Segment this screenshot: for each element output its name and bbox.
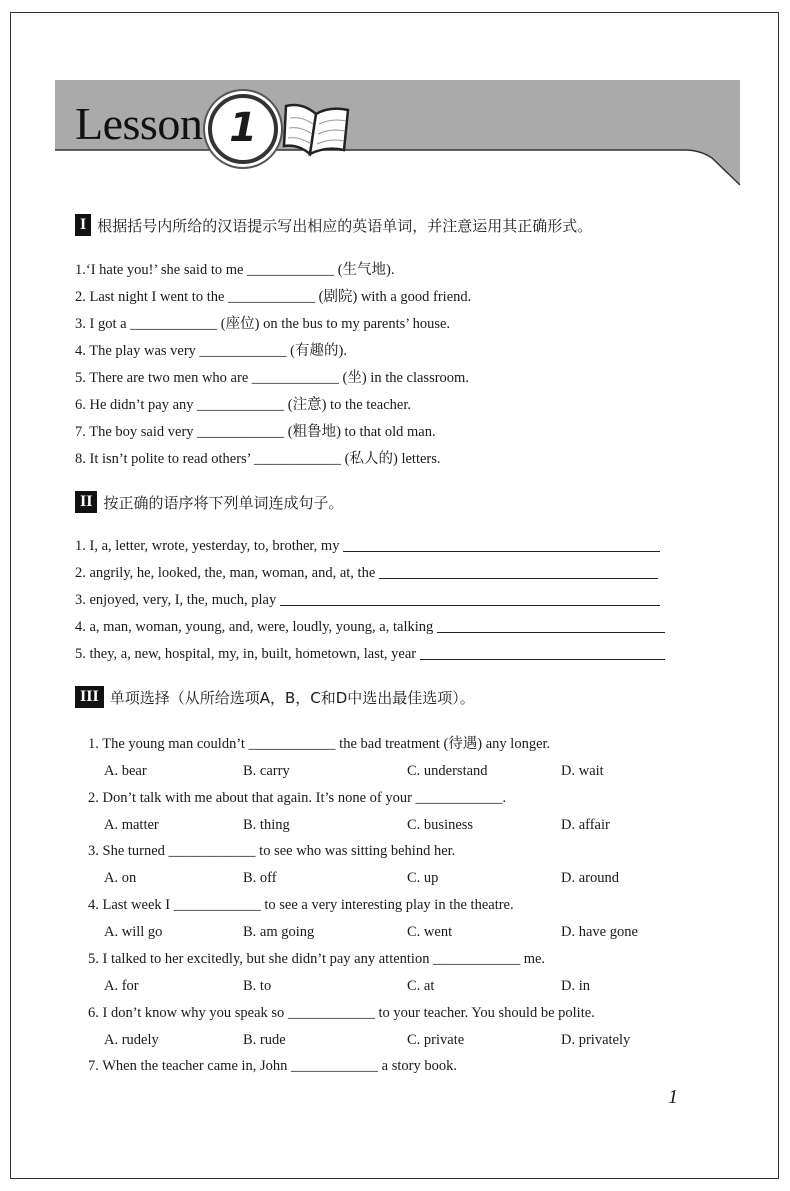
- page-number: 1: [668, 1086, 678, 1108]
- option[interactable]: C. understand: [407, 763, 488, 779]
- option[interactable]: A. on: [104, 870, 137, 887]
- option[interactable]: B. off: [243, 870, 277, 887]
- question: 7. When the teacher came in, John ____________ a story book.: [88, 1058, 457, 1075]
- question: 4. Last week I ____________ to see a very interesting play in the theatre.: [88, 897, 514, 914]
- fill-in-item: 5. There are two men who are ____________ (坐) in the classroom.: [75, 370, 469, 386]
- word-list: 1. I, a, letter, wrote, yesterday, to, brother, my: [75, 538, 340, 554]
- option[interactable]: B. thing: [243, 816, 290, 833]
- question: 6. I don’t know why you speak so ____________ to your teacher. You should be polite.: [88, 1004, 595, 1021]
- fill-in-item: 6. He didn’t pay any ____________ (注意) to the teacher.: [75, 397, 411, 413]
- fill-in-item: 3. I got a ____________ (座位) on the bus to my parents’ house.: [75, 316, 451, 332]
- option[interactable]: C. went: [407, 924, 453, 941]
- option[interactable]: B. carry: [243, 763, 290, 779]
- option[interactable]: C. private: [407, 1031, 465, 1048]
- word-list: 4. a, man, woman, young, and, were, loudly, young, a, talking: [75, 619, 434, 635]
- question: 5. I talked to her excitedly, but she didn’t pay any attention ____________ me.: [88, 950, 546, 967]
- open-book-icon: [282, 100, 352, 158]
- section-3-heading: [75, 686, 475, 708]
- option[interactable]: D. wait: [561, 763, 604, 779]
- section-2-heading: [75, 491, 343, 513]
- option[interactable]: C. at: [407, 977, 435, 994]
- lesson-title: Lesson: [75, 98, 203, 149]
- section-instruction: 根据括号内所给的汉语提示写出相应的英语单词，并注意运用其正确形式。: [97, 216, 593, 235]
- word-order-item: [75, 591, 660, 609]
- fill-in-item: 7. The boy said very ____________ (粗鲁地) to that old man.: [75, 424, 436, 440]
- option[interactable]: A. will go: [104, 924, 163, 941]
- section-number: I: [75, 214, 91, 236]
- question: 1. The young man couldn’t ____________ the bad treatment (待遇) any longer.: [88, 736, 551, 752]
- option[interactable]: A. for: [104, 977, 139, 994]
- option[interactable]: B. to: [243, 977, 272, 994]
- word-order-item: [75, 618, 665, 636]
- word-order-item: [75, 537, 660, 555]
- fill-in-item: 1.‘I hate you!’ she said to me ____________ (生气地).: [75, 262, 395, 278]
- option[interactable]: A. matter: [104, 816, 159, 833]
- fill-in-item: 4. The play was very ____________ (有趣的).: [75, 343, 347, 359]
- option[interactable]: D. in: [561, 977, 590, 994]
- section-number: III: [75, 686, 104, 708]
- option[interactable]: D. have gone: [561, 924, 638, 941]
- option[interactable]: C. up: [407, 870, 439, 887]
- option[interactable]: B. rude: [243, 1031, 286, 1048]
- section-instruction: 按正确的语序将下列单词连成句子。: [103, 493, 344, 512]
- option[interactable]: B. am going: [243, 924, 315, 941]
- section-number: II: [75, 491, 97, 513]
- question: 3. She turned ____________ to see who was sitting behind her.: [88, 843, 456, 860]
- option[interactable]: D. affair: [561, 816, 610, 833]
- answer-line: [437, 618, 665, 633]
- option[interactable]: C. business: [407, 816, 474, 833]
- word-list: 3. enjoyed, very, I, the, much, play: [75, 592, 277, 608]
- option[interactable]: A. bear: [104, 763, 147, 779]
- word-order-item: [75, 564, 658, 582]
- answer-line: [280, 591, 660, 606]
- lesson-number-badge: 1: [208, 94, 278, 164]
- fill-in-item: 2. Last night I went to the ____________ (剧院) with a good friend.: [75, 289, 472, 305]
- word-order-item: [75, 645, 665, 663]
- fill-in-item: 8. It isn’t polite to read others’ ____________ (私人的) letters.: [75, 451, 441, 467]
- question: 2. Don’t talk with me about that again. It’s none of your ____________.: [88, 789, 507, 806]
- answer-line: [420, 645, 665, 660]
- section-1-heading: [75, 214, 592, 236]
- section-instruction: 单项选择（从所给选项A，B，C和D中选出最佳选项）。: [109, 688, 475, 707]
- word-list: 2. angrily, he, looked, the, man, woman, and, at, the: [75, 565, 376, 581]
- answer-line: [379, 564, 658, 579]
- option[interactable]: A. rudely: [104, 1031, 159, 1048]
- answer-line: [343, 537, 660, 552]
- option[interactable]: D. around: [561, 870, 619, 887]
- option[interactable]: D. privately: [561, 1031, 631, 1048]
- word-list: 5. they, a, new, hospital, my, in, built, hometown, last, year: [75, 646, 417, 662]
